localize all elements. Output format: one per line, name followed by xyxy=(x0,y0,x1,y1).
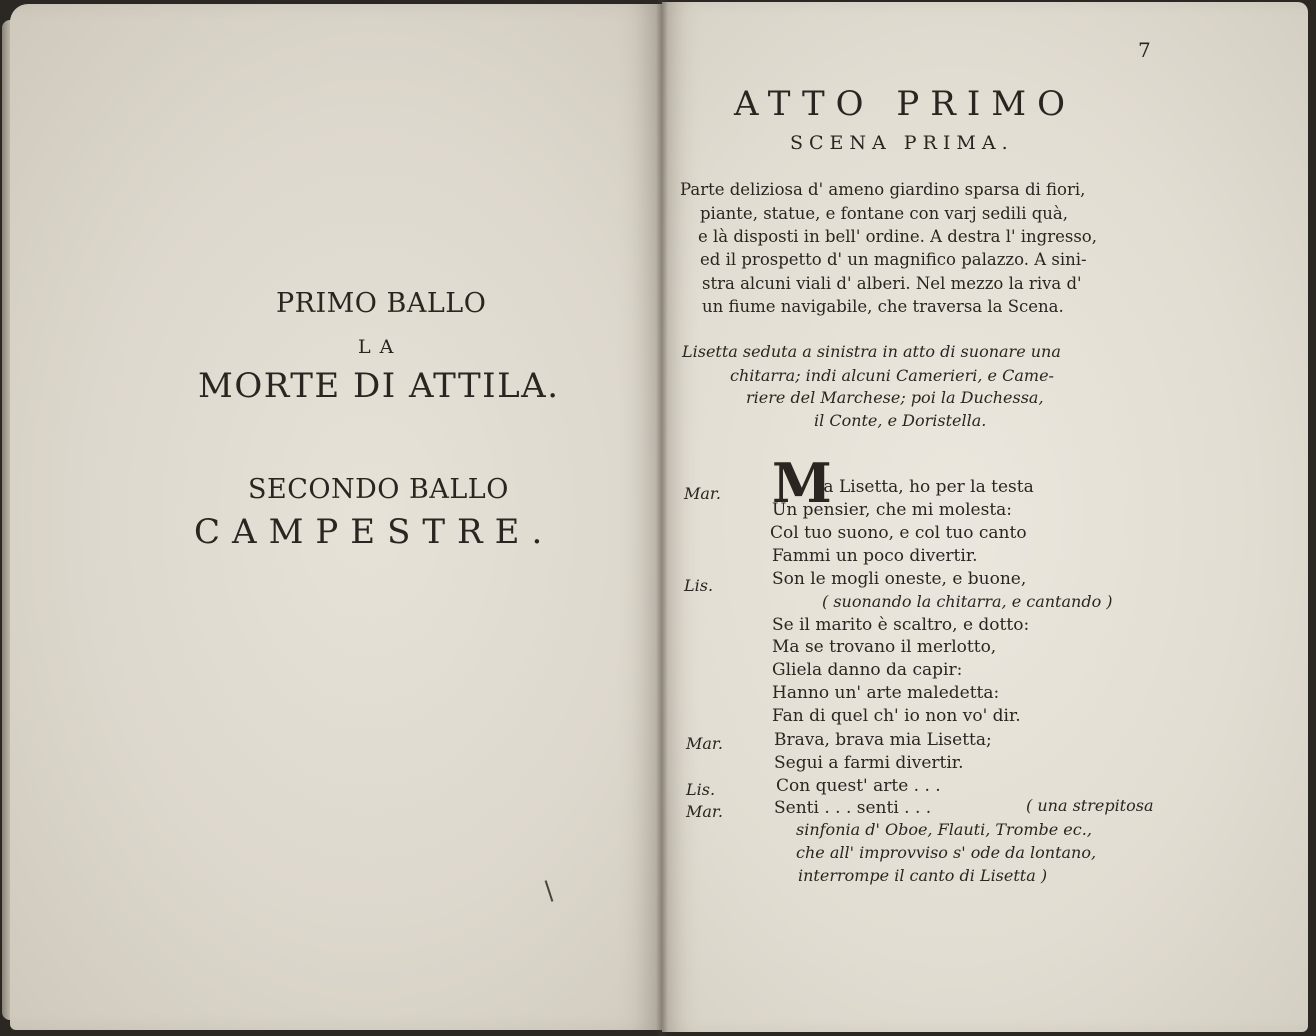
scene-title: SCENA PRIMA. xyxy=(790,132,1014,154)
article-la: LA xyxy=(358,336,403,358)
first-ballet-heading: PRIMO BALLO xyxy=(276,288,487,319)
speaker-label: Lis. xyxy=(686,780,716,799)
verse-line: Col tuo suono, e col tuo canto xyxy=(770,523,1027,543)
stage-direction-line: riere del Marchese; poi la Duchessa, xyxy=(746,388,1044,407)
stage-direction-line: chitarra; indi alcuni Camerieri, e Came- xyxy=(730,366,1054,385)
scene-description-line: ed il prospetto d' un magnifico palazzo. A sini- xyxy=(700,250,1087,269)
scene-description-line: stra alcuni viali d' alberi. Nel mezzo la riva d' xyxy=(702,274,1082,293)
verse-line: Se il marito è scaltro, e dotto: xyxy=(772,615,1030,635)
verse-line: Hanno un' arte maledetta: xyxy=(772,683,1000,703)
stage-aside: ( una strepitosa xyxy=(1026,796,1154,815)
second-ballet-title: CAMPESTRE. xyxy=(194,512,555,552)
act-title: ATTO PRIMO xyxy=(734,84,1076,124)
verse-line: Ma se trovano il merlotto, xyxy=(772,637,997,657)
verse-line: ia Lisetta, ho per la testa xyxy=(818,477,1034,497)
scene-description-line: un fiume navigabile, che traversa la Scena. xyxy=(702,297,1064,316)
speaker-label: Mar. xyxy=(686,802,723,821)
book-gutter xyxy=(656,0,668,1036)
stage-aside: sinfonia d' Oboe, Flauti, Trombe ec., xyxy=(796,820,1092,839)
verse-line: Gliela danno da capir: xyxy=(772,660,963,680)
verse-line: Un pensier, che mi molesta: xyxy=(772,500,1013,520)
scene-description-line: piante, statue, e fontane con varj sedili quà, xyxy=(700,204,1069,223)
verse-line: Fammi un poco divertir. xyxy=(772,546,978,566)
verse-line: Con quest' arte . . . xyxy=(776,776,941,796)
verse-line: Son le mogli oneste, e buone, xyxy=(772,569,1027,589)
speaker-label: Mar. xyxy=(684,484,721,503)
scene-description-line: e là disposti in bell' ordine. A destra l' ingresso, xyxy=(698,227,1097,246)
stage-aside: ( suonando la chitarra, e cantando ) xyxy=(822,592,1113,611)
page-number: 7 xyxy=(1138,38,1151,62)
verse-line: Senti . . . senti . . . xyxy=(774,798,932,818)
speaker-label: Lis. xyxy=(684,576,714,595)
second-ballet-heading: SECONDO BALLO xyxy=(248,474,509,505)
stage-aside: interrompe il canto di Lisetta ) xyxy=(798,866,1048,885)
first-ballet-title: MORTE DI ATTILA. xyxy=(198,366,560,406)
speaker-label: Mar. xyxy=(686,734,723,753)
stage-aside: che all' improvviso s' ode da lontano, xyxy=(796,843,1097,862)
verse-line: Fan di quel ch' io non vo' dir. xyxy=(772,706,1021,726)
stage-direction-line: il Conte, e Doristella. xyxy=(814,411,987,430)
scene-description-line: Parte deliziosa d' ameno giardino sparsa di fiori, xyxy=(680,180,1086,199)
stage-direction-line: Lisetta seduta a sinistra in atto di suonare una xyxy=(682,342,1061,361)
verse-line: Segui a farmi divertir. xyxy=(774,753,964,773)
drop-cap: M xyxy=(772,451,832,515)
verse-line: Brava, brava mia Lisetta; xyxy=(774,730,992,750)
